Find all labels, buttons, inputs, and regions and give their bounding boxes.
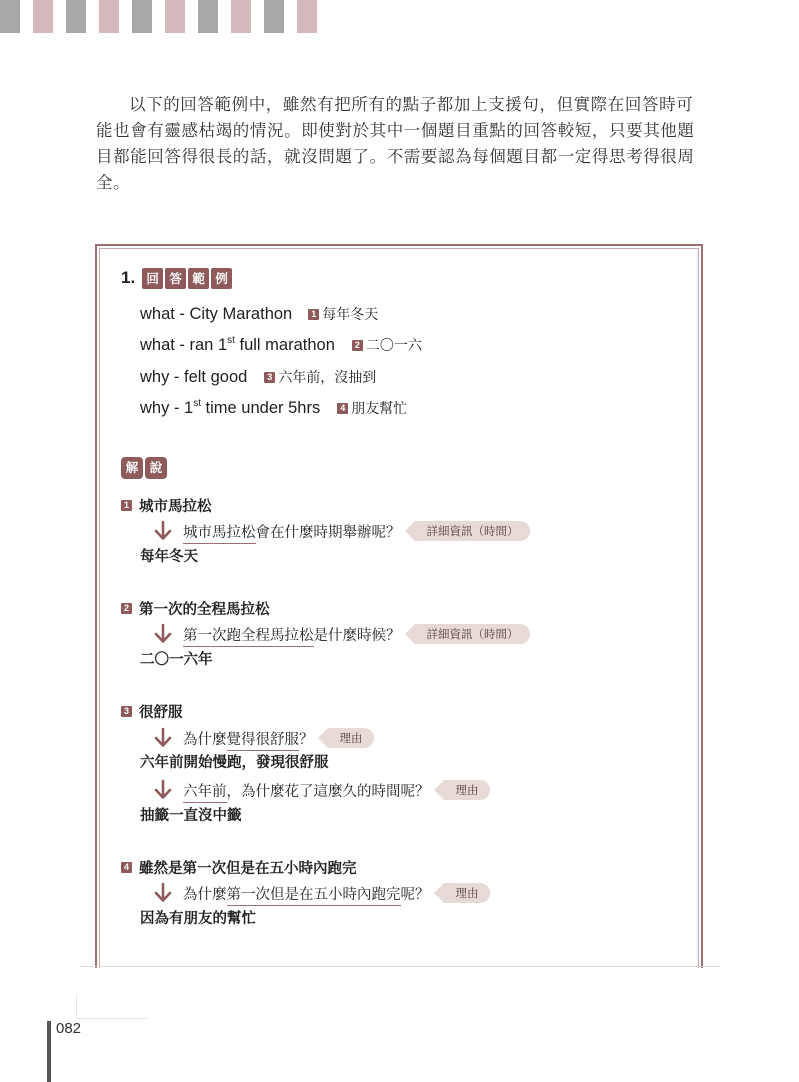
down-arrow-icon (152, 779, 174, 801)
heading-tile: 例 (211, 268, 232, 289)
sample-english: why - 1st time under 5hrs (140, 398, 321, 417)
footer-guide-line (76, 994, 77, 1018)
strip-square (231, 0, 251, 33)
question-text: 六年前，為什麼花了這麼久的時間呢？ (183, 780, 430, 801)
footer-guide-line (76, 1018, 148, 1019)
number-badge: 3 (264, 372, 275, 383)
question-text: 為什麼覺得很舒服？ (183, 728, 314, 749)
number-badge: 2 (352, 340, 363, 351)
item-title-text: 城市馬拉松 (139, 498, 212, 515)
example-number: 1. (121, 268, 136, 287)
category-pill: 理由 (444, 883, 490, 903)
heading-tile: 答 (165, 268, 186, 289)
heading-tile: 範 (188, 268, 209, 289)
answer-text: 六年前開始慢跑，發現很舒服 (140, 755, 329, 771)
down-arrow-icon (152, 520, 174, 542)
number-badge: 4 (121, 862, 132, 873)
question-row (152, 623, 530, 645)
strip-square (198, 0, 218, 33)
example-heading (121, 267, 234, 289)
number-badge: 2 (121, 603, 132, 614)
sample-row (140, 303, 378, 325)
down-arrow-icon (152, 727, 174, 749)
question-row (152, 882, 490, 904)
question-row (152, 520, 530, 542)
heading-tile: 回 (142, 268, 163, 289)
item-title (121, 495, 212, 515)
answer-text: 因為有朋友的幫忙 (140, 911, 256, 927)
strip-square (165, 0, 185, 33)
explanation-tile: 解 (121, 457, 143, 479)
sample-english: what - City Marathon (140, 305, 293, 323)
sample-note: 二〇一六 (365, 338, 422, 354)
sample-english: why - felt good (140, 368, 248, 386)
question-row (152, 727, 374, 749)
sample-english: what - ran 1st full marathon (140, 335, 335, 354)
question-text: 城市馬拉松會在什麼時期舉辦呢？ (183, 521, 401, 542)
strip-square (99, 0, 119, 33)
category-pill: 理由 (328, 728, 374, 748)
item-title (121, 701, 183, 721)
number-badge: 1 (308, 309, 319, 320)
strip-square (0, 0, 20, 33)
answer-text: 每年冬天 (140, 549, 198, 565)
number-badge: 4 (337, 403, 348, 414)
category-pill: 理由 (444, 780, 490, 800)
category-pill: 詳細資訊（時間） (415, 624, 530, 644)
answer-text: 二〇一六年 (140, 652, 213, 668)
question-row (152, 779, 490, 801)
answer-text: 抽籤一直沒中籤 (140, 808, 242, 824)
item-title-text: 雖然是第一次但是在五小時內跑完 (139, 860, 357, 877)
strip-square (66, 0, 86, 33)
strip-square (33, 0, 53, 33)
explanation-tag (121, 457, 169, 479)
page-edge-bar (47, 1021, 51, 1082)
header-color-strip (0, 0, 330, 33)
explanation-tile: 說 (145, 457, 167, 479)
strip-square (297, 0, 317, 33)
item-title-text: 第一次的全程馬拉松 (139, 601, 270, 618)
down-arrow-icon (152, 623, 174, 645)
intro-paragraph: 以下的回答範例中，雖然有把所有的點子都加上支援句，但實際在回答時可能也會有靈感枯竭的情況。即使對於其中一個題目重點的回答較短，只要其他題目都能回答得很長的話，就沒問題了。不需要認為每個題目都一定得思考得很周全。 (96, 95, 695, 192)
strip-square (264, 0, 284, 33)
item-title-text: 很舒服 (139, 704, 183, 721)
item-title (121, 857, 357, 877)
sample-note: 每年冬天 (322, 307, 379, 323)
box-bottom-rule (80, 966, 720, 967)
question-text: 為什麼第一次但是在五小時內跑完呢？ (183, 883, 430, 904)
category-pill: 詳細資訊（時間） (415, 521, 530, 541)
page-number: 082 (56, 1020, 82, 1037)
sample-note: 朋友幫忙 (351, 401, 408, 417)
sample-note: 六年前，沒抽到 (278, 370, 377, 386)
number-badge: 1 (121, 500, 132, 511)
number-badge: 3 (121, 706, 132, 717)
sample-row (140, 366, 376, 388)
down-arrow-icon (152, 882, 174, 904)
sample-row (140, 397, 407, 419)
item-title (121, 598, 270, 618)
sample-row (140, 334, 422, 356)
strip-square (132, 0, 152, 33)
question-text: 第一次跑全程馬拉松是什麼時候？ (183, 624, 401, 645)
